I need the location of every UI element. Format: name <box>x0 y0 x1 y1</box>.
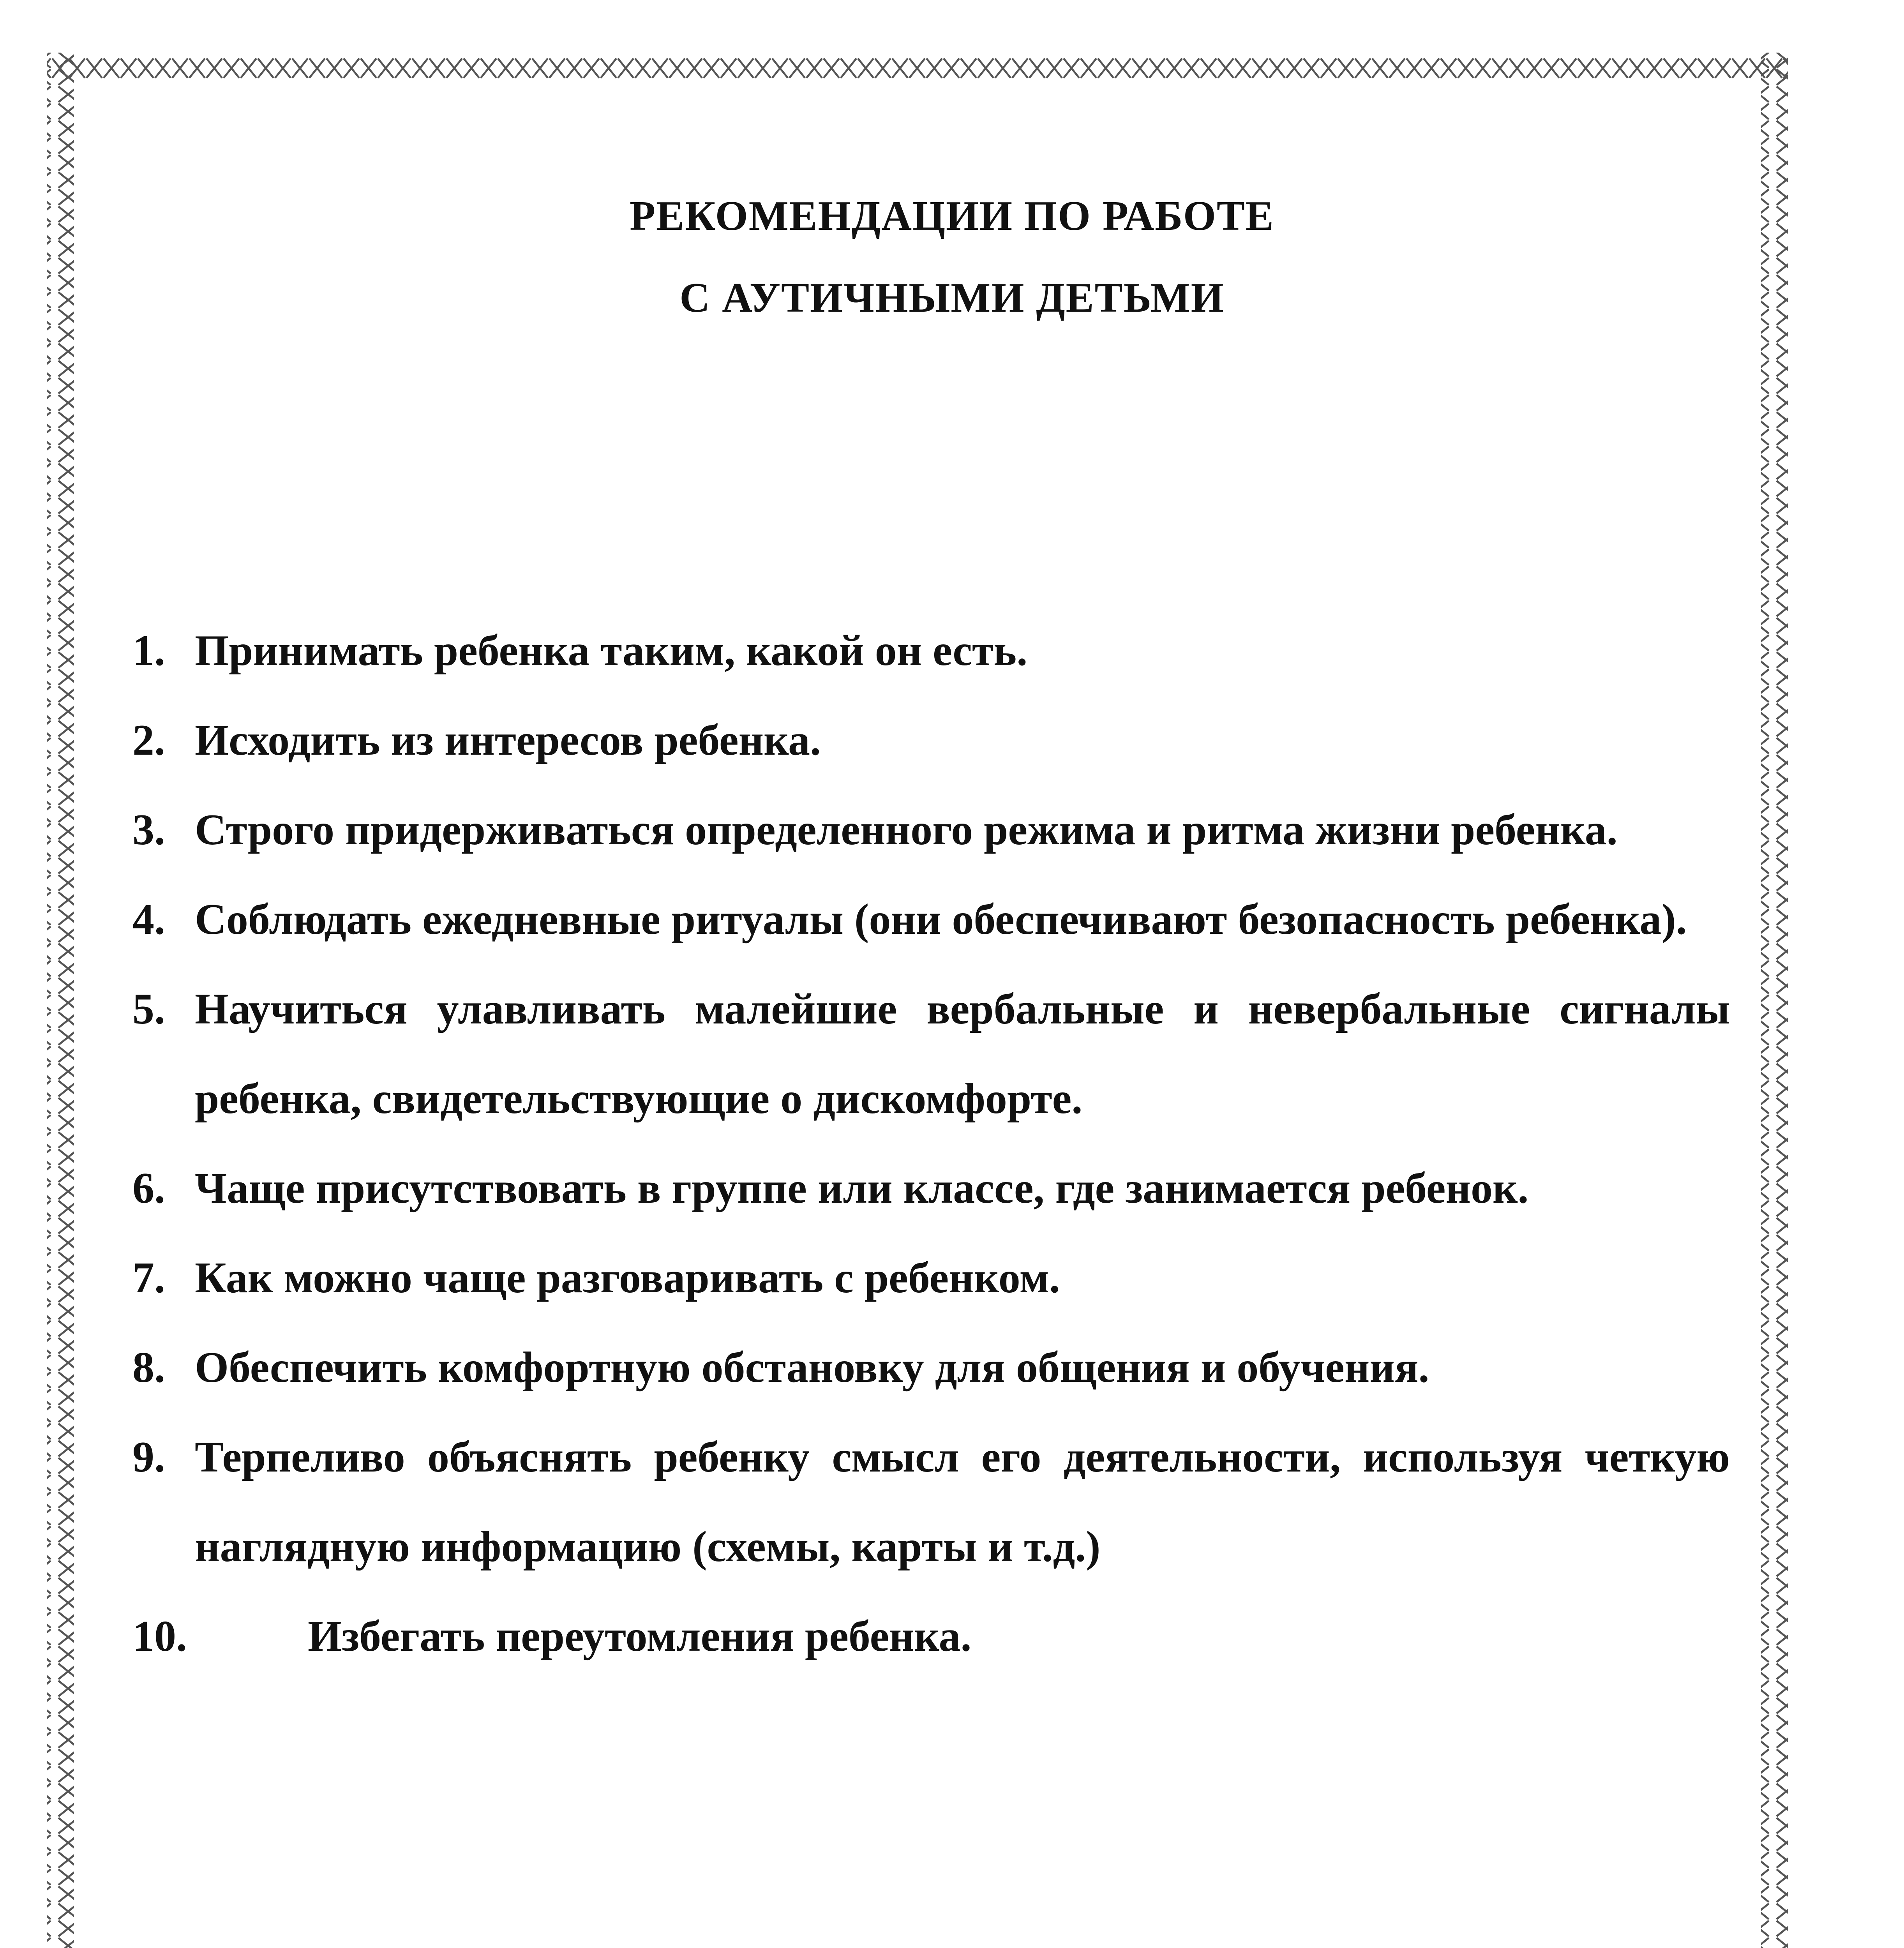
item-number: 5. <box>132 985 165 1033</box>
list-item <box>132 1323 1730 1412</box>
item-text: Строго придерживаться определенного режима и ритма жизни ребенка. <box>195 806 1618 854</box>
list-item <box>132 1592 1730 1681</box>
item-number: 7. <box>132 1254 165 1302</box>
list-item <box>132 695 1730 785</box>
item-number: 8. <box>132 1343 165 1392</box>
item-number: 1. <box>132 626 165 675</box>
page-title-line-2: С АУТИЧНЫМИ ДЕТЬМИ <box>679 275 1225 321</box>
item-number: 10. <box>132 1612 187 1660</box>
page-title-line-1: РЕКОМЕНДАЦИИ ПО РАБОТЕ <box>630 193 1274 239</box>
list-item <box>132 875 1730 964</box>
item-text: Принимать ребенка таким, какой он есть. <box>195 626 1028 675</box>
list-item <box>132 1233 1730 1323</box>
item-text: Чаще присутствовать в группе или классе, где занимается ребенок. <box>195 1164 1529 1212</box>
item-number: 9. <box>132 1433 165 1481</box>
item-text: Исходить из интересов ребенка. <box>195 716 821 764</box>
border-top <box>47 53 1788 80</box>
item-text: Как можно чаще разговаривать с ребенком. <box>195 1254 1060 1302</box>
list-item <box>132 1412 1730 1592</box>
item-number: 6. <box>132 1164 165 1212</box>
list-item <box>132 606 1730 695</box>
item-text: Соблюдать ежедневные ритуалы (они обеспечивают безопасность ребенка). <box>195 895 1687 944</box>
border-right <box>1761 53 1788 1948</box>
list-item <box>132 964 1730 1143</box>
list-item <box>132 1143 1730 1233</box>
list-item <box>132 785 1730 875</box>
item-text: Избегать переутомления ребенка. <box>308 1612 972 1660</box>
border-left <box>47 53 74 1948</box>
item-number: 3. <box>132 806 165 854</box>
item-number: 2. <box>132 716 165 764</box>
item-number: 4. <box>132 895 165 944</box>
item-text: Терпеливо объяснять ребенку смысл его деятельности, используя четкую наглядную информацию (схемы, карты и т.д.) <box>195 1433 1730 1571</box>
item-text: Научиться улавливать малейшие вербальные и невербальные сигналы ребенка, свидетельствующие о дискомфорте. <box>195 985 1730 1123</box>
item-text: Обеспечить комфортную обстановку для общения и обучения. <box>195 1343 1429 1392</box>
recommendations-list <box>132 606 1730 1681</box>
